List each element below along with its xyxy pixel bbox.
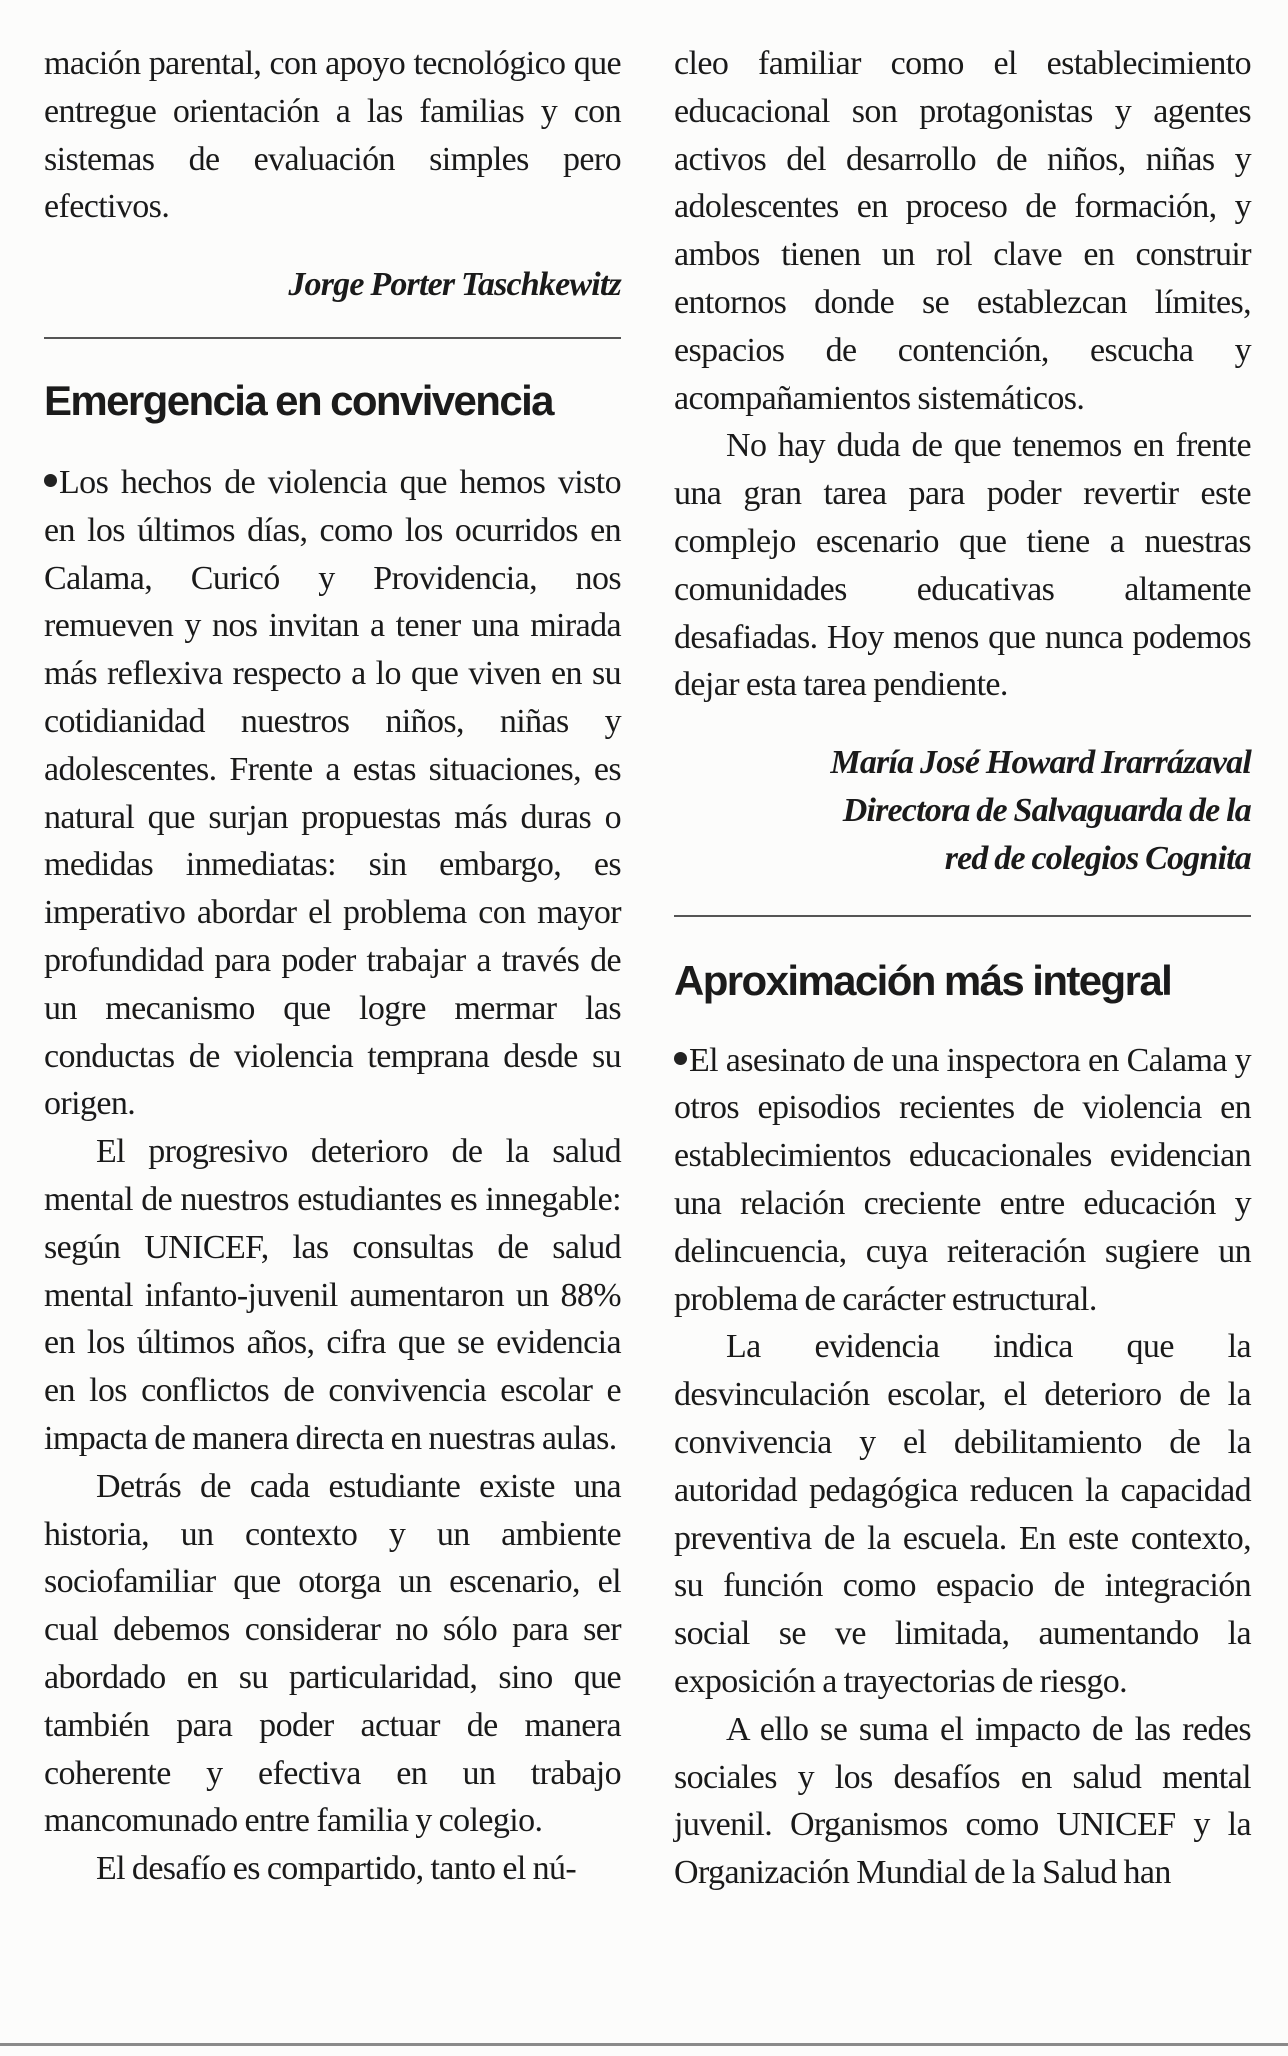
- continued-paragraph: cleo familiar como el establecimiento educacional son protagonistas y agentes activos del desarrollo de niños, niñas y adolescentes en proceso de formación, y ambos tienen un rol clave en construir entornos donde se establezcan límites, espacios de contención, escucha y acompañamientos sistemáticos.: [674, 45, 1251, 417]
- article-paragraph: El asesinato de una inspectora en Calama y otros episodios recientes de violencia en establecimientos educacionales evidencian una relación creciente entre educación y delincuencia, cuya reiteración sugiere un problema de carácter estructural.: [674, 1041, 1251, 1318]
- article-paragraph: Detrás de cada estudiante existe una historia, un contexto y un ambiente sociofamiliar que otorga un escenario, el cual debemos considerar no sólo para ser abordado en su particularidad, sino que también para poder actuar de manera coherente y efectiva en un trabajo mancomunado entre familia y colegio.: [44, 1467, 621, 1840]
- intro-signature: Jorge Porter Taschkewitz: [288, 266, 621, 304]
- left-column: [44, 40, 621, 1893]
- bullet-icon: [44, 474, 57, 487]
- article-paragraph: El desafío es compartido, tanto el nú-: [96, 1850, 577, 1888]
- article-paragraph: A ello se suma el impacto de las redes sociales y los desafíos en salud mental juvenil. Organismos como UNICEF y la Organización Mundial de la Salud han: [674, 1710, 1251, 1892]
- signature-name: María José Howard Irarrázaval: [830, 744, 1251, 782]
- article-paragraph: La evidencia indica que la desvinculación escolar, el deterioro de la convivencia y el debilitamiento de la autoridad pedagógica reducen la capacidad preventiva de la escuela. En este contexto, su función como espacio de integración social se ve limitada, aumentando la exposición a trayectorias de riesgo.: [674, 1328, 1251, 1700]
- article-title-aproximacion: Aproximación más integral: [674, 956, 1172, 1004]
- article-paragraph: Los hechos de violencia que hemos visto en los últimos días, como los ocurridos en Calama, Curicó y Providencia, nos remueven y nos invitan a tener una mirada más reflexiva respecto a lo que viven en su cotidianidad nuestros niños, niñas y adolescentes. Frente a estas situaciones, es natural que surjan propuestas más duras o medidas inmediatas: sin embargo, es imperativo abordar el problema con mayor profundidad para poder trabajar a través de un mecanismo que logre mermar las conductas de violencia temprana desde su origen.: [44, 463, 621, 1123]
- article-title-emergencia: Emergencia en convivencia: [44, 376, 553, 424]
- page-bottom-rule: [0, 2043, 1288, 2046]
- signature-role: Directora de Salvaguarda de la: [842, 791, 1251, 829]
- article-paragraph: El progresivo deterioro de la salud mental de nuestros estudiantes es innegable: según UNICEF, las consultas de salud mental infanto-juvenil aumentaron un 88% en los últimos años, cifra que se evidencia en los conflictos de convivencia escolar e impacta de manera directa en nuestras aulas.: [44, 1133, 621, 1457]
- closing-paragraph: No hay duda de que tenemos en frente una gran tarea para poder revertir este complejo escenario que tiene a nuestras comunidades educativas altamente desafiadas. Hoy menos que nunca podemos dejar esta tarea pendiente.: [674, 427, 1251, 704]
- right-column: [674, 40, 1251, 1897]
- intro-paragraph: mación parental, con apoyo tecnológico que entregue orientación a las familias y con sistemas de evaluación simples pero efectivos.: [44, 45, 621, 226]
- bullet-icon: [674, 1052, 687, 1065]
- signature-organization: red de colegios Cognita: [944, 839, 1251, 877]
